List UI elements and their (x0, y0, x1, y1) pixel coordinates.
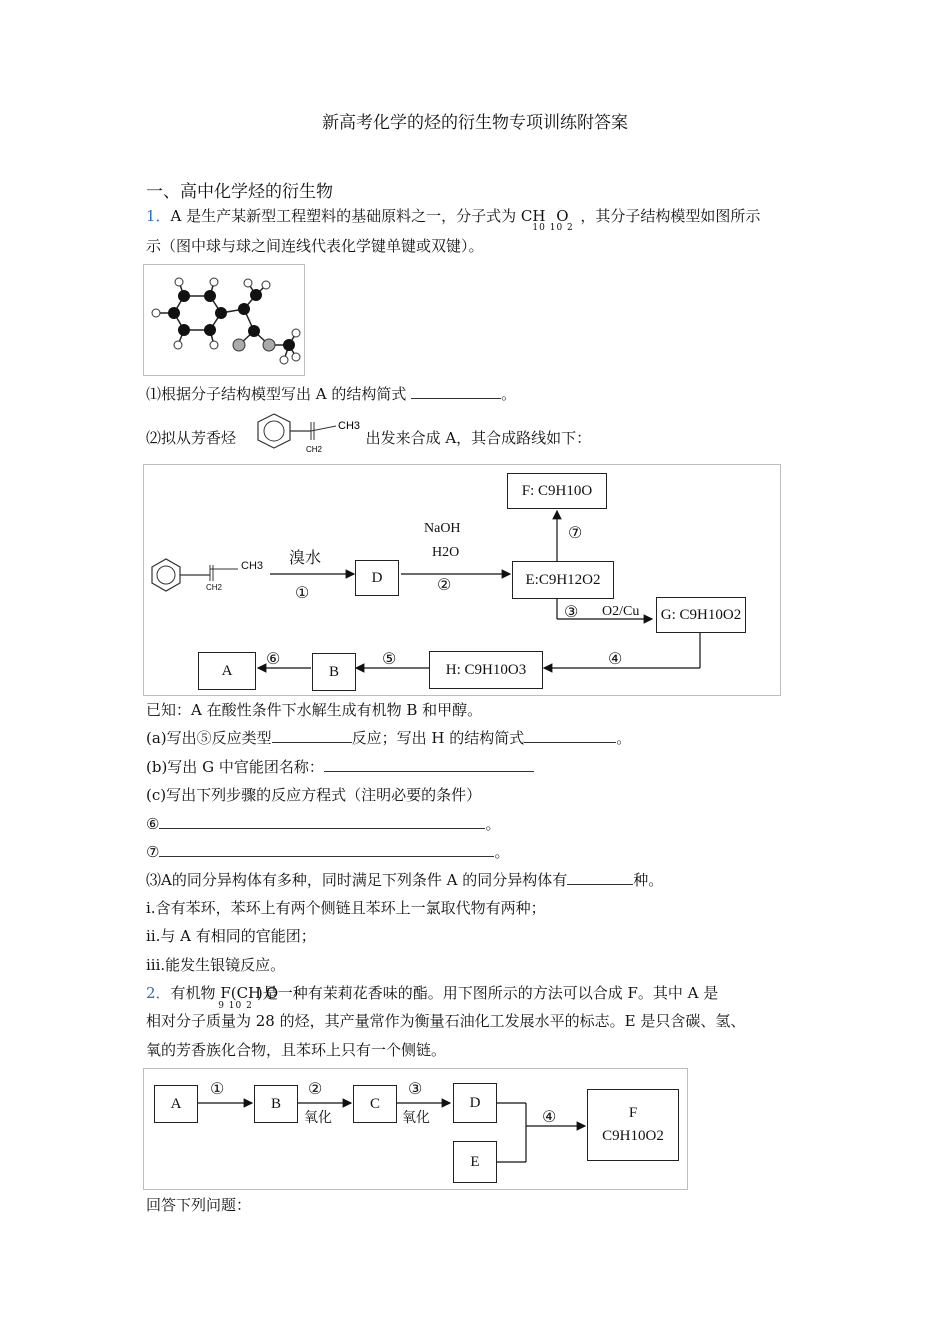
start-ch2: CH2 (206, 583, 223, 592)
q1-part1: ⑴根据分子结构模型写出 A 的结构简式 。 (146, 385, 517, 403)
q2-compound-D: D (453, 1083, 497, 1123)
q1-part-a: (a)写出⑤反应类型 反应；写出 H 的结构简式 。 (146, 729, 632, 747)
q1-part-c: (c)写出下列步骤的反应方程式（注明必要的条件） (146, 786, 482, 804)
equation-6-line: ⑥ 。 (146, 815, 501, 833)
q2-oxidation-2: 氧化 (402, 1110, 430, 1126)
compound-E: E:C9H12O2 (512, 561, 614, 599)
start-ch3: CH3 (241, 560, 264, 572)
compound-F: F: C9H10O (507, 473, 607, 509)
mol-ch3-label: CH3 (338, 420, 361, 432)
step-3-label: ③ (564, 602, 579, 621)
compound-D: D (355, 560, 399, 596)
q2-compound-A: A (154, 1085, 198, 1123)
q2-step-4: ④ (542, 1107, 557, 1126)
condition-3: iii.能发生银镜反应。 (146, 956, 286, 974)
q1-part3: ⑶A的同分异构体有多种，同时满足下列条件 A 的同分异构体有 种。 (146, 871, 664, 889)
answer-blank[interactable] (159, 814, 485, 829)
answer-blank[interactable] (411, 384, 501, 399)
compound-H: H: C9H10O3 (429, 651, 543, 689)
answer-blank[interactable] (567, 870, 633, 885)
q1-part2: ⑵拟从芳香烃 出发来合成 A，其合成路线如下： (146, 429, 592, 447)
q2-number: 2． (146, 984, 171, 1002)
q1-line2: 示（图中球与球之间连线代表化学键单键或双键）。 (146, 237, 484, 255)
condition-1: ⅰ.含有苯环，苯环上有两个侧链且苯环上一氯取代物有两种； (146, 899, 546, 917)
equation-7-line: ⑦ 。 (146, 843, 510, 861)
step-7-label: ⑦ (568, 523, 583, 542)
mol-ch2-label: CH2 (306, 445, 323, 454)
answer-blank[interactable] (324, 757, 534, 772)
step-1-label: ① (295, 583, 310, 602)
compound-G: G: C9H10O2 (656, 597, 746, 633)
ball-stick-model (143, 264, 305, 376)
compound-A: A (198, 652, 256, 690)
step-2-label: ② (437, 575, 452, 594)
answer-blank[interactable] (159, 842, 494, 857)
q2-step-2: ② (308, 1079, 323, 1098)
q2-line3: 氧的芳香族化合物，且苯环上只有一个侧链。 (146, 1041, 447, 1059)
q1-part-b: (b)写出 G 中官能团名称： (146, 757, 534, 777)
q2-compound-E: E (453, 1141, 497, 1183)
q2-compound-C: C (353, 1085, 397, 1123)
reagent-o2-cu: O2/Cu (602, 604, 640, 619)
compound-B: B (312, 653, 356, 691)
q2-step-3: ③ (408, 1079, 423, 1098)
q2-compound-B: B (254, 1085, 298, 1123)
q2-compound-F: F C9H10O2 (587, 1089, 679, 1161)
section-heading: 一、高中化学烃的衍生物 (146, 182, 333, 202)
q2-line1: 2．有机物 F(CH $O_{9 10 2}$)是一种有茉莉花香味的酯。用下图所示的方法可以合成 F。其中 A 是 (146, 984, 719, 1011)
answer-prompt: 回答下列问题： (146, 1196, 252, 1214)
known-info: 已知：A 在酸性条件下水解生成有机物 B 和甲醇。 (146, 701, 483, 719)
synthesis-scheme-2 (143, 1068, 688, 1190)
step-5-label: ⑤ (382, 649, 397, 668)
step-4-label: ④ (608, 649, 623, 668)
answer-blank[interactable] (524, 728, 616, 743)
condition-2: ⅱ.与 A 有相同的官能团； (146, 927, 316, 945)
synthesis-scheme-1 (143, 464, 781, 696)
q1-line1: 1．A 是生产某新型工程塑料的基础原料之一，分子式为 CH O 10 10 2 ，其分子结构模型如图所示 (146, 207, 761, 233)
inline-molecule-svg (246, 414, 370, 454)
step-6-label: ⑥ (266, 649, 281, 668)
q2-oxidation-1: 氧化 (304, 1110, 332, 1126)
reagent-bromine-water: 溴水 (289, 548, 322, 567)
molecule-model-svg (144, 265, 304, 375)
q2-line2: 相对分子质量为 28 的烃，其产量常作为衡量石油化工发展水平的标志。E 是只含碳、氢、 (146, 1012, 746, 1030)
answer-blank[interactable] (272, 728, 352, 743)
page-title: 新高考化学的烃的衍生物专项训练附答案 (322, 113, 628, 133)
reagent-naoh: NaOH (424, 521, 461, 536)
q1-number: 1． (146, 207, 171, 225)
reagent-water: H2O (432, 545, 460, 560)
q2-step-1: ① (210, 1079, 225, 1098)
